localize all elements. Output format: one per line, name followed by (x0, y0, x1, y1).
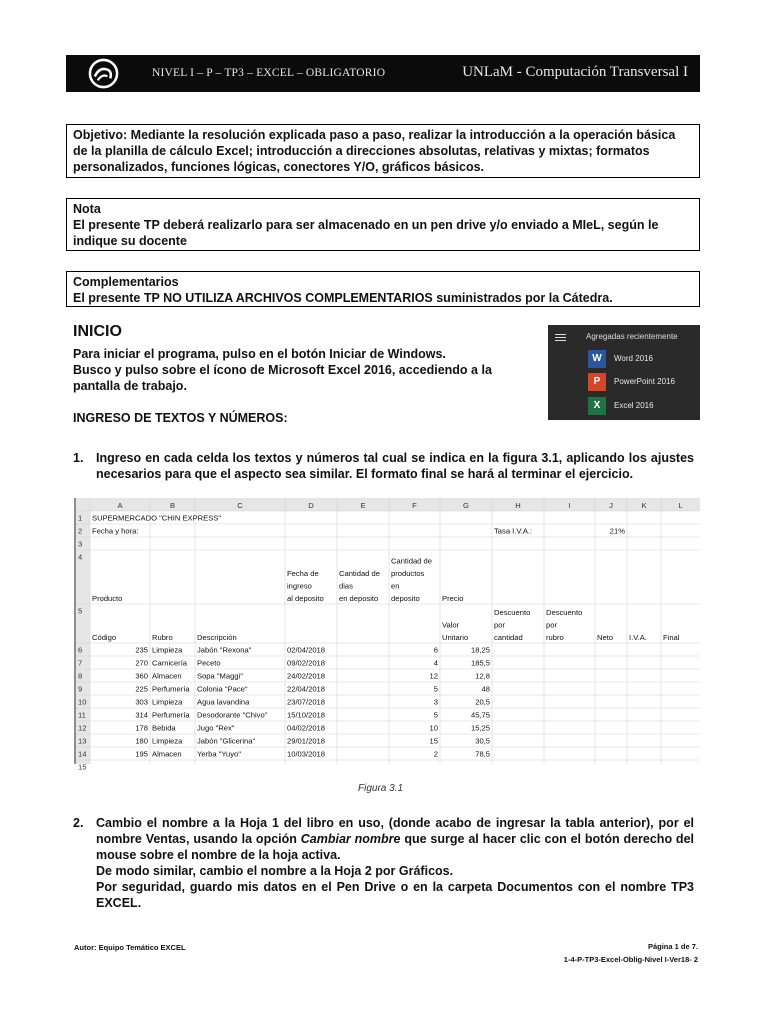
column-letter: C (237, 501, 243, 510)
row-number: 6 (78, 645, 83, 655)
column-letter: L (678, 501, 683, 510)
cell-rubro: Almacen (152, 749, 182, 759)
cell-rubro: Limpieza (152, 697, 183, 707)
row-number: 14 (78, 749, 87, 759)
row-number: 4 (78, 552, 83, 562)
header-descuento-rubro: rubro (546, 633, 564, 642)
step-2-text: , usando la opción (186, 832, 301, 846)
header-rubro: Rubro (152, 633, 173, 642)
hamburger-menu-icon (555, 334, 566, 343)
cell-fecha: 02/04/2018 (287, 645, 326, 655)
cell-fecha: 15/10/2018 (287, 710, 326, 720)
header-codigo: Código (92, 633, 117, 642)
cell-descripcion: Jugo "Rex" (197, 723, 235, 733)
nota-box (66, 198, 700, 251)
column-letter: D (308, 501, 314, 510)
cell-descripcion: Sopa "Maggi" (197, 671, 243, 681)
column-letter: H (515, 501, 521, 510)
header-fecha-ingreso: Fecha de (287, 569, 319, 578)
cell-precio: 78,5 (475, 749, 490, 759)
header-descripcion: Descripción (197, 633, 237, 642)
tasa-label: Tasa I.V.A.: (494, 526, 533, 536)
inicio-line-2: Busco y pulso sobre el ícono de Microsoft Excel 2016, accediendo a la pantalla de trabajo. (73, 363, 492, 393)
step-1-text: Ingreso en cada celda los textos y números tal cual se indica en la figura 3.1, aplicando los ajustes necesarios para que el aspecto sea similar. El formato final se hará al terminar el ejercicio. (96, 451, 694, 481)
cell-descripcion: Jabón "Glicerina" (197, 736, 256, 746)
cell-rubro: Bebida (152, 723, 176, 733)
cell-fecha: 23/07/2018 (287, 697, 326, 707)
inicio-paragraph (73, 346, 513, 394)
cell-codigo: 360 (135, 671, 148, 681)
start-menu-screenshot (548, 325, 700, 420)
column-letter: I (568, 501, 571, 510)
ventas-ref: Ventas (145, 832, 187, 846)
cell-fecha: 10/03/2018 (287, 749, 326, 759)
hoja-1-ref: Hoja 1 (239, 816, 279, 830)
header-valor-unitario: Unitario (442, 633, 469, 642)
header-final: Final (663, 633, 680, 642)
nota-text: El presente TP deberá realizarlo para ser almacenado en un pen drive y/o enviado a MIeL, según le indique su docente (73, 218, 659, 248)
objetivo-label: Objetivo: (73, 128, 128, 142)
header-producto: Producto (92, 594, 123, 603)
cell-precio: 15,25 (470, 723, 490, 733)
row-number: 5 (78, 606, 83, 616)
cell-precio: 45,75 (470, 710, 490, 720)
header-cantidad-productos: en (391, 581, 400, 591)
cell-cantidad: 15 (429, 736, 438, 746)
header-descuento-rubro: por (546, 620, 557, 630)
column-letter: J (609, 501, 613, 510)
step-2-paragraph (96, 815, 694, 911)
cell-rubro: Carnicería (152, 658, 188, 668)
step-2-text: del libro en uso, (donde acabo de ingresar la tabla anterior), por el nombre (96, 816, 695, 846)
complementarios-title: Complementarios (73, 275, 179, 289)
hoja-2-ref: Hoja 2 (334, 864, 372, 878)
cell-fecha: 22/04/2018 (287, 684, 326, 694)
app-name: Excel 2016 (614, 401, 654, 410)
document-header (66, 55, 700, 92)
app-name: Word 2016 (614, 354, 653, 363)
cell-descripcion: Desodorante "Chivo" (197, 710, 268, 720)
header-neto: Neto (597, 633, 614, 642)
header-valor-unitario: Valor (442, 620, 460, 630)
step-2-line-2 (96, 863, 694, 879)
column-letter: G (463, 501, 469, 510)
cell-descripcion: Yerba "Yuyo" (197, 749, 241, 759)
nota-title: Nota (73, 202, 101, 216)
header-cantidad-productos: deposito (391, 594, 420, 603)
row-number: 12 (78, 723, 87, 733)
complementarios-text: El presente TP NO UTILIZA ARCHIVOS COMPLEMENTARIOS suministrados por la Cátedra. (73, 291, 613, 305)
cell-cantidad: 3 (433, 697, 438, 707)
header-descuento-cantidad: por (494, 620, 505, 630)
header-descuento-rubro: Descuento (546, 608, 583, 617)
footer-document-code: 1-4-P-TP3-Excel-Oblig-Nivel I-Ver18- 2 (563, 955, 698, 964)
header-cantidad-productos: Cantidad de (391, 556, 432, 566)
step-2-line-3 (96, 879, 694, 911)
cell-descripcion: Agua lavandina (197, 697, 250, 707)
cell-fecha: 24/02/2018 (287, 671, 326, 681)
cell-codigo: 180 (135, 736, 148, 746)
row-number: 9 (78, 684, 83, 694)
step-2-text: De modo similar, cambio el nombre a la (96, 864, 335, 878)
cell-cantidad: 5 (433, 684, 438, 694)
row-number: 7 (78, 658, 83, 668)
row-number: 8 (78, 671, 83, 681)
title-cell: SUPERMERCADO "CHIN EXPRESS" (92, 513, 222, 523)
cell-rubro: Limpieza (152, 736, 183, 746)
cell-descripcion: Peceto (197, 658, 221, 668)
cell-precio: 30,5 (475, 736, 490, 746)
cell-rubro: Perfumería (152, 710, 190, 720)
cell-codigo: 303 (135, 697, 148, 707)
header-course-title: NIVEL I – P – TP3 – EXCEL – OBLIGATORIO (152, 67, 386, 79)
cell-codigo: 178 (135, 723, 148, 733)
cell-precio: 185,5 (470, 658, 490, 668)
tp3-excel-ref: TP3 EXCEL (96, 880, 694, 910)
row-number: 13 (78, 736, 87, 746)
header-cantidad-dias: dias (339, 581, 353, 591)
recent-apps-label: Agregadas recientemente (586, 332, 678, 341)
cell-codigo: 314 (135, 710, 148, 720)
step-2-text: . (137, 896, 142, 910)
column-letter: B (169, 501, 176, 510)
cell-codigo: 225 (135, 684, 148, 694)
objetivo-box (66, 124, 700, 178)
cell-precio: 20,5 (475, 697, 490, 707)
cell-precio: 18,25 (470, 645, 490, 655)
app-name: PowerPoint 2016 (614, 377, 675, 386)
row-number: 2 (78, 526, 83, 536)
cell-fecha: 04/02/2018 (287, 723, 326, 733)
row-number: 3 (78, 539, 83, 549)
step-2-text: . (449, 864, 454, 878)
step-1-number: 1. (73, 451, 84, 465)
cell-cantidad: 2 (433, 749, 438, 759)
column-letter: A (117, 501, 123, 510)
header-institution: UNLaM - Computación Transversal I (462, 64, 688, 80)
footer-page-number: Página 1 de 7. (647, 942, 698, 951)
cell-rubro: Limpieza (152, 645, 183, 655)
header-precio: Precio (442, 594, 464, 603)
cell-cantidad: 4 (433, 658, 438, 668)
header-iva: I.V.A. (629, 633, 647, 642)
header-descuento-cantidad: cantidad (494, 633, 523, 642)
inicio-heading: INICIO (73, 323, 122, 340)
cell-fecha: 29/01/2018 (287, 736, 326, 746)
step-2-text: por (371, 864, 399, 878)
header-fecha-ingreso: al deposito (287, 594, 324, 603)
step-2-text: Por seguridad, guardo mis datos en el Pen Drive o en la carpeta Documentos con el nombre (96, 880, 672, 894)
cell-cantidad: 5 (433, 710, 438, 720)
cell-fecha: 09/02/2018 (287, 658, 326, 668)
header-cantidad-productos: productos (391, 569, 425, 578)
column-letter: F (412, 501, 417, 510)
row-number: 11 (78, 710, 86, 720)
cell-cantidad: 12 (429, 671, 438, 681)
cell-descripcion: Jabón "Rexona" (197, 645, 252, 655)
step-2-number: 2. (73, 816, 84, 830)
cell-codigo: 235 (135, 645, 148, 655)
cell-codigo: 195 (135, 749, 148, 759)
word-icon: W (588, 350, 606, 368)
powerpoint-icon: P (588, 373, 606, 391)
ingreso-heading: INGRESO DE TEXTOS Y NÚMEROS: (73, 411, 288, 425)
inicio-line-1: Para iniciar el programa, pulso en el botón Iniciar de Windows. (73, 347, 446, 361)
cambiar-nombre-ref: Cambiar nombre (300, 832, 401, 846)
column-header-bar (74, 498, 700, 511)
step-2-text: que surge al hacer clic con el botón derecho del mouse sobre el nombre de la hoja activa. (96, 832, 694, 862)
cell-cantidad: 6 (433, 645, 438, 655)
cell-precio: 48 (481, 684, 490, 694)
objetivo-text: Mediante la resolución explicada paso a paso, realizar la introducción a la operación básica de la planilla de cálculo Excel; introducción a direcciones absolutas, relativas y mixtas; formatos personalizados, funciones lógicas, conectores Y/O, gráficos básicos. (73, 128, 676, 174)
fecha-label: Fecha y hora: (92, 526, 139, 536)
complementarios-box (66, 271, 700, 307)
cell-cantidad: 10 (429, 723, 438, 733)
footer-author: Autor: Equipo Temático EXCEL (74, 943, 186, 952)
column-letter: K (641, 501, 647, 510)
cell-descripcion: Colonia "Pace" (197, 684, 248, 694)
row-number: 15 (78, 762, 87, 772)
spreadsheet-figure (74, 498, 700, 772)
unlam-logo-icon (88, 58, 119, 89)
tasa-value: 21% (609, 526, 625, 536)
cell-rubro: Perfumería (152, 684, 190, 694)
column-letter: E (360, 501, 366, 510)
row-number: 10 (78, 697, 87, 707)
cell-precio: 12,8 (475, 671, 490, 681)
excel-icon: X (588, 397, 606, 415)
header-descuento-cantidad: Descuento (494, 608, 531, 617)
step-2-text: Cambio el nombre a la (96, 816, 240, 830)
graficos-ref: Gráficos (398, 864, 450, 878)
row-number: 1 (78, 513, 83, 523)
cell-codigo: 270 (135, 658, 148, 668)
header-cantidad-dias: en deposito (339, 594, 379, 603)
header-cantidad-dias: Cantidad de (339, 569, 380, 578)
figure-caption: Figura 3.1 (358, 783, 404, 794)
cell-rubro: Almacen (152, 671, 182, 681)
header-fecha-ingreso: ingreso (287, 581, 312, 591)
